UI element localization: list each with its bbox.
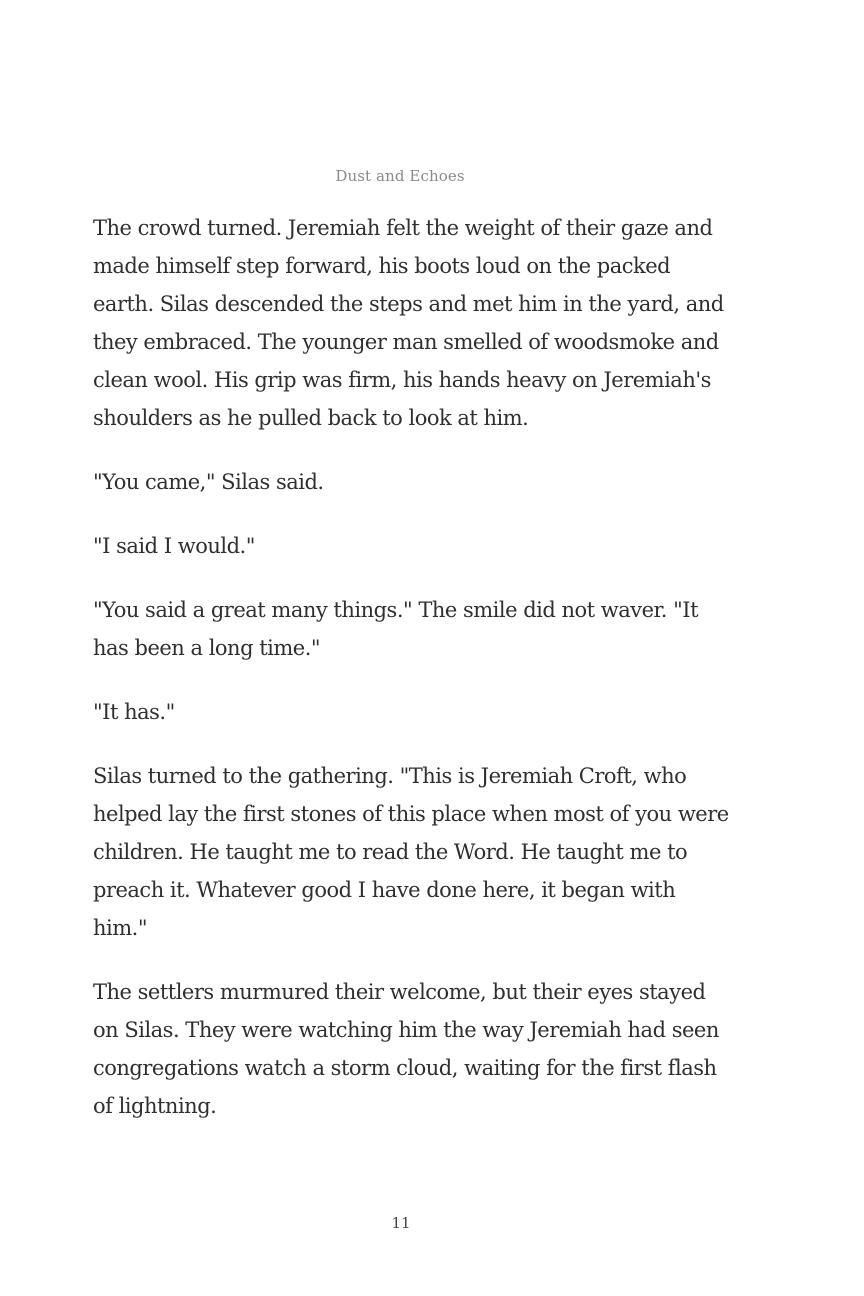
body-text: [93, 209, 733, 1151]
paragraph: "You came," Silas said.: [93, 470, 324, 494]
paragraph: "You said a great many things." The smile did not waver. "It has been a long time.": [93, 598, 699, 660]
paragraph: "It has.": [93, 700, 175, 724]
paragraph: The settlers murmured their welcome, but their eyes stayed on Silas. They were watching him the way Jeremiah had seen congregations watch a storm cloud, waiting for the first flash of lightning.: [93, 980, 719, 1118]
running-header-title: Dust and Echoes: [335, 167, 465, 185]
paragraph: "I said I would.": [93, 534, 255, 558]
paragraph: The crowd turned. Jeremiah felt the weight of their gaze and made himself step forward, his boots loud on the packed earth. Silas descended the steps and met him in the yard, and they embraced. The younger man smelled of woodsmoke and clean wool. His grip was firm, his hands heavy on Jeremiah's shoulders as he pulled back to look at him.: [93, 216, 724, 430]
paragraph: Silas turned to the gathering. "This is Jeremiah Croft, who helped lay the first stones of this place when most of you were children. He taught me to read the Word. He taught me to preach it. Whatever good I have done here, it began with him.": [93, 764, 729, 940]
page-number: 11: [391, 1214, 411, 1232]
